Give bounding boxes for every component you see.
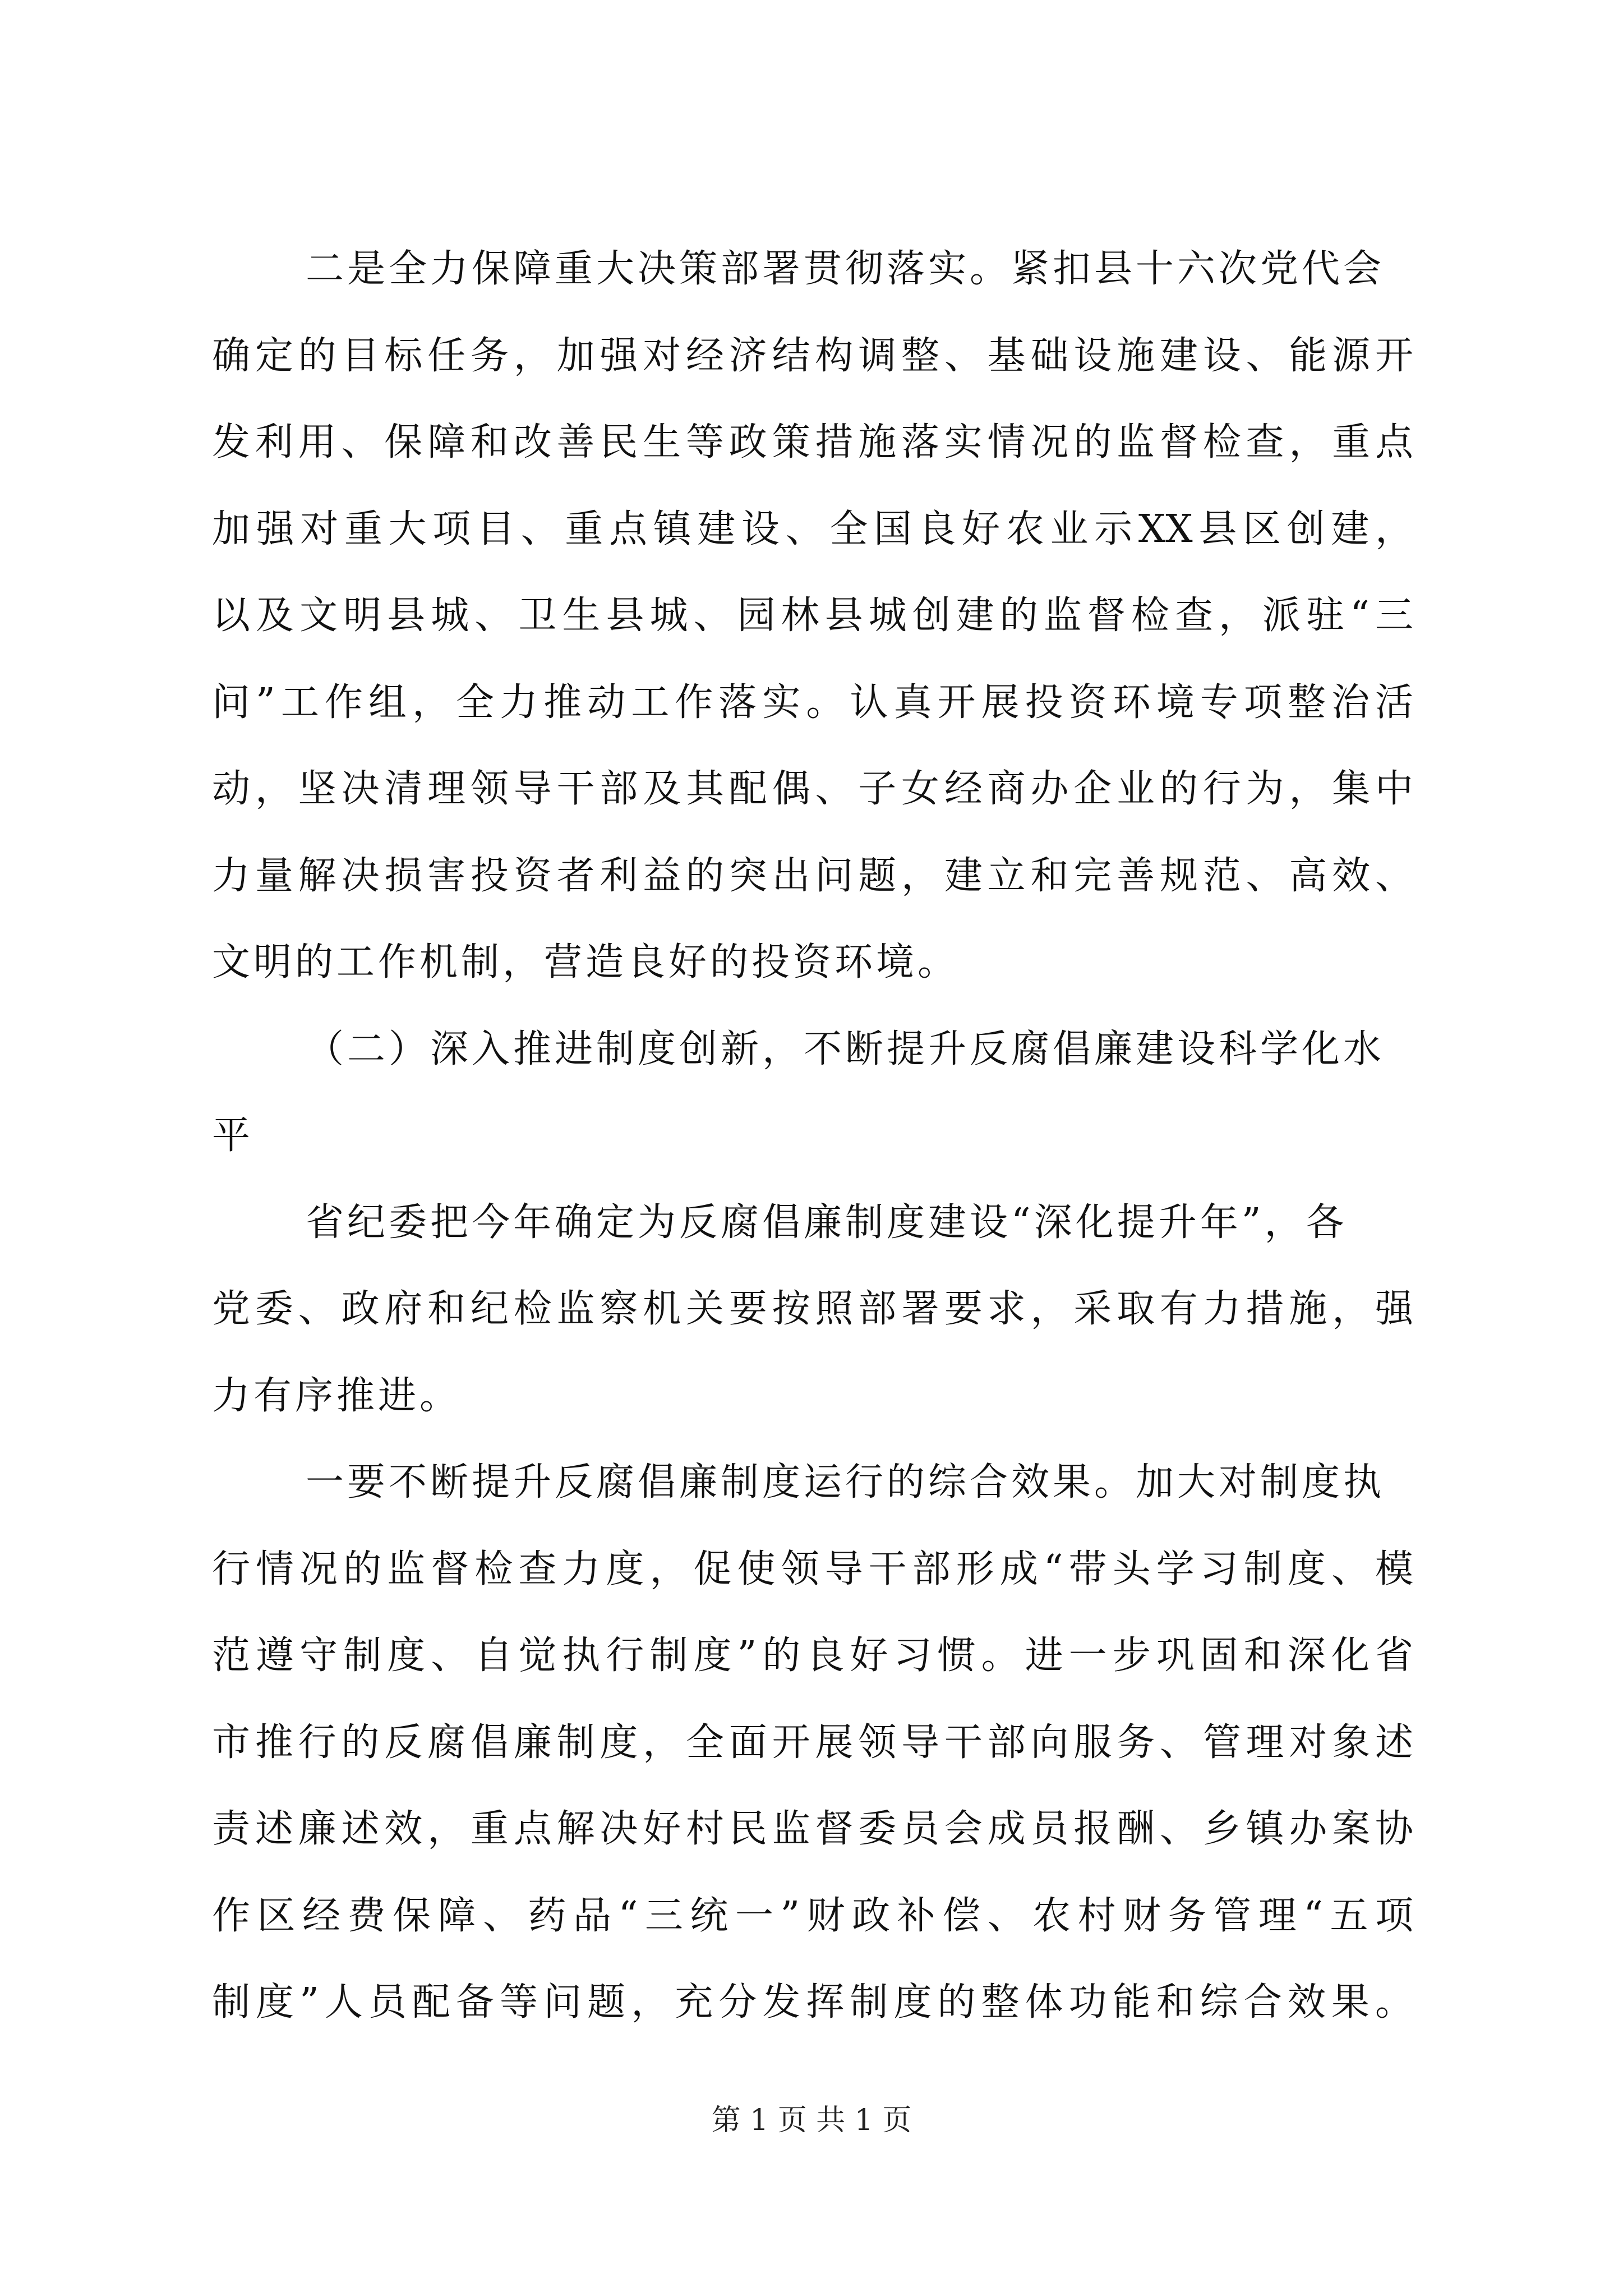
p1-line-2: 确定的目标任务，加强对经济结构调整、基础设施建设、能源开 bbox=[212, 334, 1413, 378]
p1-line-8: 力量解决损害投资者利益的突出问题，建立和完善规范、高效、 bbox=[212, 854, 1413, 898]
p2-line-3: 力有序推进。 bbox=[212, 1374, 462, 1418]
p3-line-5: 责述廉述效，重点解决好村民监督委员会成员报酬、乡镇办案协 bbox=[212, 1807, 1413, 1851]
p2-line-1: 省纪委把今年确定为反腐倡廉制度建设“深化提升年”，各 bbox=[306, 1200, 1348, 1245]
p2-line-2: 党委、政府和纪检监察机关要按照部署要求，采取有力措施，强 bbox=[212, 1287, 1413, 1331]
p1-line-4: 加强对重大项目、重点镇建设、全国良好农业示XX县区创建， bbox=[212, 507, 1413, 551]
p1-line-6: 问”工作组，全力推动工作落实。认真开展投资环境专项整治活 bbox=[212, 680, 1413, 725]
p3-line-4: 市推行的反腐倡廉制度，全面开展领导干部向服务、管理对象述 bbox=[212, 1720, 1413, 1765]
p1-line-3: 发利用、保障和改善民生等政策措施落实情况的监督检查，重点 bbox=[212, 420, 1413, 464]
p1-line-1: 二是全力保障重大决策部署贯彻落实。紧扣县十六次党代会 bbox=[306, 247, 1385, 291]
p1-line-5: 以及文明县城、卫生县城、园林县城创建的监督检查，派驻“三 bbox=[212, 593, 1413, 638]
heading2-line-1: （二）深入推进制度创新，不断提升反腐倡廉建设科学化水 bbox=[306, 1027, 1385, 1071]
p3-line-1: 一要不断提升反腐倡廉制度运行的综合效果。加大对制度执 bbox=[306, 1460, 1385, 1504]
page-footer: 第 1 页 共 1 页 bbox=[711, 2104, 912, 2137]
heading2-line-2: 平 bbox=[212, 1114, 254, 1158]
p1-line-9: 文明的工作机制，营造良好的投资环境。 bbox=[212, 940, 960, 984]
p3-line-2: 行情况的监督检查力度，促使领导干部形成“带头学习制度、模 bbox=[212, 1547, 1413, 1591]
p3-line-3: 范遵守制度、自觉执行制度”的良好习惯。进一步巩固和深化省 bbox=[212, 1634, 1413, 1678]
p1-line-7: 动，坚决清理领导干部及其配偶、子女经商办企业的行为，集中 bbox=[212, 767, 1413, 811]
p3-line-6: 作区经费保障、药品“三统一”财政补偿、农村财务管理“五项 bbox=[212, 1894, 1413, 1938]
p3-line-7: 制度”人员配备等问题，充分发挥制度的整体功能和综合效果。 bbox=[212, 1980, 1413, 2024]
